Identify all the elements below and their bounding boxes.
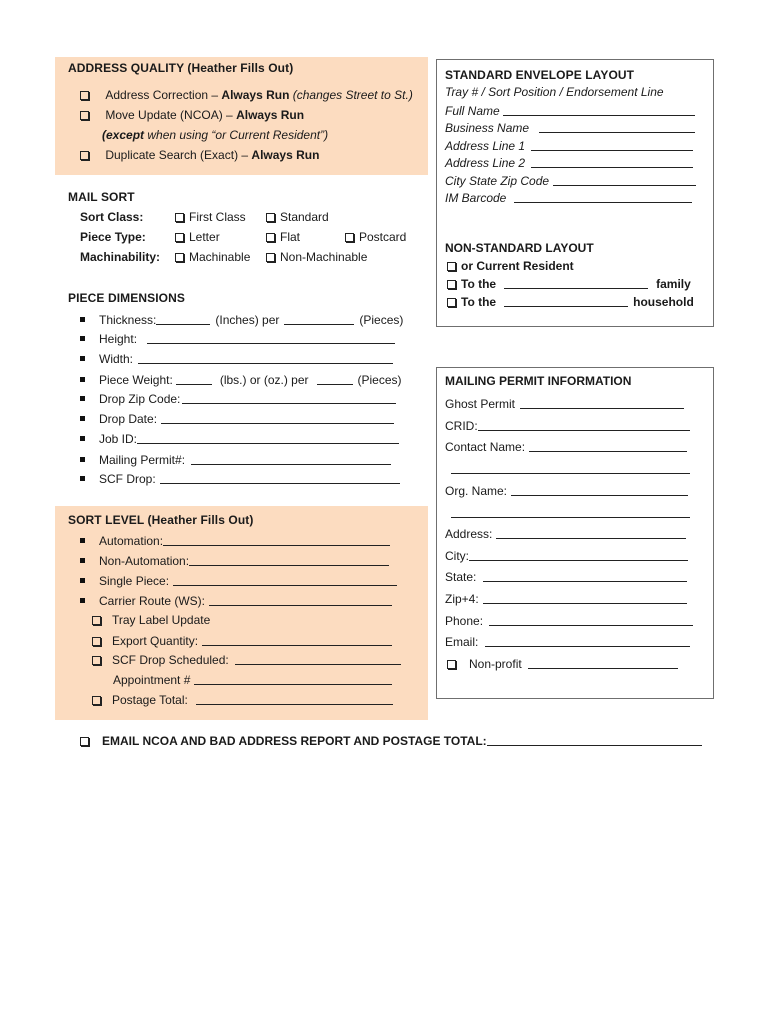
address-line-2-label: Address Line 2 xyxy=(445,156,526,170)
first-class-label: First Class xyxy=(189,210,246,224)
letter-label: Letter xyxy=(189,230,220,244)
tray-label-row xyxy=(92,613,210,628)
contact-name-field-2[interactable] xyxy=(451,461,690,474)
im-barcode-row xyxy=(445,190,692,206)
org-name-field-2[interactable] xyxy=(451,505,690,518)
bullet-icon xyxy=(80,558,85,563)
width-row xyxy=(80,351,393,367)
piece-weight-per-label: (lbs.) or (oz.) per xyxy=(219,373,309,387)
machinable-option[interactable] xyxy=(175,250,250,265)
thickness-label: Thickness: xyxy=(99,313,157,327)
to-the-household-checkbox[interactable] xyxy=(447,298,456,307)
duplicate-search-checkbox[interactable] xyxy=(80,151,89,160)
export-quantity-row xyxy=(92,633,392,649)
family-label: family xyxy=(656,277,691,291)
thickness-row xyxy=(80,312,403,328)
flat-option[interactable] xyxy=(266,230,300,245)
full-name-field[interactable] xyxy=(503,103,695,116)
drop-zip-label: Drop Zip Code: xyxy=(99,392,181,406)
current-resident-label: or Current Resident xyxy=(461,259,574,273)
height-label: Height: xyxy=(99,332,138,346)
im-barcode-label: IM Barcode xyxy=(445,191,507,205)
to-the-household-row xyxy=(447,294,694,310)
family-name-field[interactable] xyxy=(504,276,648,289)
first-class-option[interactable] xyxy=(175,210,246,225)
move-update-note xyxy=(102,128,328,143)
non-profit-row xyxy=(447,656,678,672)
non-machinable-checkbox[interactable] xyxy=(266,253,275,262)
height-row xyxy=(80,331,395,347)
email-field[interactable] xyxy=(485,634,690,647)
state-row xyxy=(445,569,687,585)
single-piece-label: Single Piece: xyxy=(99,574,170,588)
zip4-label: Zip+4: xyxy=(445,592,479,606)
state-label: State: xyxy=(445,570,477,584)
thickness-pieces-field[interactable] xyxy=(284,312,354,325)
drop-zip-row xyxy=(80,391,396,407)
thickness-field[interactable] xyxy=(156,312,210,325)
export-quantity-checkbox[interactable] xyxy=(92,637,101,646)
to-the-family-checkbox[interactable] xyxy=(447,280,456,289)
piece-dimensions-title: PIECE DIMENSIONS xyxy=(68,291,185,305)
address-correction-note: (changes Street to St.) xyxy=(289,88,413,102)
scf-drop-row xyxy=(80,471,400,487)
drop-zip-field[interactable] xyxy=(182,391,396,404)
letter-option[interactable] xyxy=(175,230,220,245)
letter-checkbox[interactable] xyxy=(175,233,184,242)
non-automation-label: Non-Automation: xyxy=(99,554,190,568)
mailing-permit-label: Mailing Permit#: xyxy=(99,453,186,467)
bullet-icon xyxy=(80,476,85,481)
mail-sort-title: MAIL SORT xyxy=(68,190,135,204)
city-state-zip-label: City State Zip Code xyxy=(445,174,550,188)
carrier-route-label: Carrier Route (WS): xyxy=(99,594,206,608)
zip4-field[interactable] xyxy=(483,591,687,604)
address-correction-row xyxy=(80,88,413,103)
move-update-row xyxy=(80,108,304,123)
standard-option[interactable] xyxy=(266,210,329,225)
scf-scheduled-field[interactable] xyxy=(235,652,401,665)
address-line-1-label: Address Line 1 xyxy=(445,139,526,153)
flat-checkbox[interactable] xyxy=(266,233,275,242)
automation-label: Automation: xyxy=(99,534,164,548)
non-profit-checkbox[interactable] xyxy=(447,660,456,669)
piece-weight-field[interactable] xyxy=(176,372,212,385)
postcard-label: Postcard xyxy=(359,230,407,244)
email-report-field[interactable] xyxy=(487,733,702,746)
address-line-2-row xyxy=(445,155,693,171)
export-quantity-field[interactable] xyxy=(202,633,392,646)
appointment-row xyxy=(113,672,392,688)
machinable-label: Machinable xyxy=(189,250,251,264)
phone-row xyxy=(445,613,693,629)
tray-label-checkbox[interactable] xyxy=(92,616,101,625)
piece-weight-pieces-field[interactable] xyxy=(317,372,353,385)
bullet-icon xyxy=(80,538,85,543)
automation-row xyxy=(80,533,390,549)
non-profit-label: Non-profit xyxy=(469,657,522,671)
duplicate-search-label: Duplicate Search (Exact) – xyxy=(105,148,252,162)
org-name-label: Org. Name: xyxy=(445,484,508,498)
email-report-row xyxy=(80,733,702,749)
to-the-family-label: To the xyxy=(461,277,497,291)
bullet-icon xyxy=(80,396,85,401)
address-line-2-field[interactable] xyxy=(531,155,693,168)
city-state-zip-row xyxy=(445,173,696,189)
current-resident-row xyxy=(447,259,574,274)
ghost-permit-label: Ghost Permit xyxy=(445,397,516,411)
contact-name-row xyxy=(445,439,687,455)
bullet-icon xyxy=(80,457,85,462)
standard-checkbox[interactable] xyxy=(266,213,275,222)
piece-weight-row xyxy=(80,372,402,388)
to-the-family-row xyxy=(447,276,691,292)
sort-level-title: SORT LEVEL (Heather Fills Out) xyxy=(68,513,254,527)
org-name-field[interactable] xyxy=(511,483,688,496)
standard-label: Standard xyxy=(280,210,329,224)
address-quality-title: ADDRESS QUALITY (Heather Fills Out) xyxy=(68,61,294,75)
non-profit-field[interactable] xyxy=(528,656,678,669)
carrier-route-row xyxy=(80,593,392,609)
address-line-1-row xyxy=(445,138,693,154)
duplicate-search-always-run: Always Run xyxy=(251,148,320,162)
bullet-icon xyxy=(80,598,85,603)
move-update-always-run: Always Run xyxy=(236,108,305,122)
contact-name-label: Contact Name: xyxy=(445,440,526,454)
appointment-label: Appointment # xyxy=(113,673,191,687)
automation-field[interactable] xyxy=(163,533,390,546)
city-state-zip-field[interactable] xyxy=(553,173,696,186)
job-id-label: Job ID: xyxy=(99,432,138,446)
non-machinable-label: Non-Machinable xyxy=(280,250,368,264)
machinable-checkbox[interactable] xyxy=(175,253,184,262)
bullet-icon xyxy=(80,317,85,322)
crid-row xyxy=(445,418,690,434)
single-piece-field[interactable] xyxy=(173,573,397,586)
email-report-checkbox[interactable] xyxy=(80,737,89,746)
email-report-label: EMAIL NCOA AND BAD ADDRESS REPORT AND POSTAGE TOTAL: xyxy=(102,734,487,748)
tray-label-label: Tray Label Update xyxy=(112,613,211,627)
postage-total-checkbox[interactable] xyxy=(92,696,101,705)
scf-drop-label: SCF Drop: xyxy=(99,472,156,486)
address-correction-label: Address Correction – xyxy=(105,88,222,102)
duplicate-search-row xyxy=(80,148,319,163)
mailing-permit-field[interactable] xyxy=(191,452,391,465)
non-automation-row xyxy=(80,553,389,569)
height-field[interactable] xyxy=(147,331,395,344)
zip4-row xyxy=(445,591,687,607)
im-barcode-field[interactable] xyxy=(514,190,692,203)
drop-date-field[interactable] xyxy=(161,411,394,424)
scf-scheduled-checkbox[interactable] xyxy=(92,656,101,665)
to-the-household-label: To the xyxy=(461,295,497,309)
envelope-layout-title: STANDARD ENVELOPE LAYOUT xyxy=(445,68,635,82)
postage-total-field[interactable] xyxy=(196,692,393,705)
business-name-row xyxy=(445,120,695,136)
address-correction-always-run: Always Run xyxy=(221,88,290,102)
bullet-icon xyxy=(80,416,85,421)
scf-scheduled-row xyxy=(92,652,401,668)
postcard-option[interactable] xyxy=(345,230,406,245)
business-name-label: Business Name xyxy=(445,121,530,135)
thickness-pieces-label: (Pieces) xyxy=(359,313,404,327)
address-row xyxy=(445,526,686,542)
email-label: Email: xyxy=(445,635,479,649)
thickness-per-label: (Inches) per xyxy=(215,313,280,327)
non-standard-title: NON-STANDARD LAYOUT xyxy=(445,241,594,255)
contact-name-field[interactable] xyxy=(529,439,687,452)
carrier-route-field[interactable] xyxy=(209,593,392,606)
state-field[interactable] xyxy=(483,569,687,582)
city-field[interactable] xyxy=(469,548,688,561)
email-row xyxy=(445,634,690,650)
move-update-label: Move Update (NCOA) – xyxy=(105,108,237,122)
bullet-icon xyxy=(80,356,85,361)
single-piece-row xyxy=(80,573,397,589)
full-name-label: Full Name xyxy=(445,104,500,118)
postage-total-label: Postage Total: xyxy=(112,693,188,707)
mailing-permit-row xyxy=(80,452,391,468)
job-id-field[interactable] xyxy=(137,431,399,444)
address-correction-checkbox[interactable] xyxy=(80,91,89,100)
width-label: Width: xyxy=(99,352,134,366)
non-machinable-option[interactable] xyxy=(266,250,367,265)
crid-label: CRID: xyxy=(445,419,478,433)
move-update-note-text: when using “or Current Resident”) xyxy=(144,128,329,142)
mailing-permit-title: MAILING PERMIT INFORMATION xyxy=(445,374,632,388)
ghost-permit-row xyxy=(445,396,684,412)
address-field[interactable] xyxy=(496,526,686,539)
current-resident-checkbox[interactable] xyxy=(447,262,456,271)
phone-label: Phone: xyxy=(445,614,484,628)
export-quantity-label: Export Quantity: xyxy=(112,634,199,648)
household-name-field[interactable] xyxy=(504,294,628,307)
first-class-checkbox[interactable] xyxy=(175,213,184,222)
endorsement-line: Tray # / Sort Position / Endorsement Line xyxy=(445,85,664,99)
machinability-label: Machinability: xyxy=(80,250,161,264)
scf-scheduled-label: SCF Drop Scheduled: xyxy=(112,653,229,667)
flat-label: Flat xyxy=(280,230,301,244)
drop-date-row xyxy=(80,411,394,427)
phone-field[interactable] xyxy=(489,613,693,626)
business-name-field[interactable] xyxy=(539,120,695,133)
job-id-row xyxy=(80,431,399,447)
sort-class-label: Sort Class: xyxy=(80,210,144,224)
ghost-permit-field[interactable] xyxy=(520,396,684,409)
household-label: household xyxy=(633,295,694,309)
appointment-field[interactable] xyxy=(194,672,392,685)
move-update-note-except: (except xyxy=(102,128,145,142)
full-name-row xyxy=(445,103,695,119)
bullet-icon xyxy=(80,336,85,341)
drop-date-label: Drop Date: xyxy=(99,412,158,426)
crid-field[interactable] xyxy=(478,418,690,431)
scf-drop-field[interactable] xyxy=(160,471,400,484)
postage-total-row xyxy=(92,692,393,708)
bullet-icon xyxy=(80,436,85,441)
move-update-checkbox[interactable] xyxy=(80,111,89,120)
piece-weight-pieces-label: (Pieces) xyxy=(357,373,402,387)
bullet-icon xyxy=(80,578,85,583)
address-line-1-field[interactable] xyxy=(531,138,693,151)
postcard-checkbox[interactable] xyxy=(345,233,354,242)
non-automation-field[interactable] xyxy=(189,553,389,566)
org-name-row xyxy=(445,483,688,499)
city-row xyxy=(445,548,688,564)
width-field[interactable] xyxy=(138,351,393,364)
address-label: Address: xyxy=(445,527,493,541)
city-label: City: xyxy=(445,549,469,563)
bullet-icon xyxy=(80,377,85,382)
piece-type-label: Piece Type: xyxy=(80,230,146,244)
piece-weight-label: Piece Weight: xyxy=(99,373,173,387)
